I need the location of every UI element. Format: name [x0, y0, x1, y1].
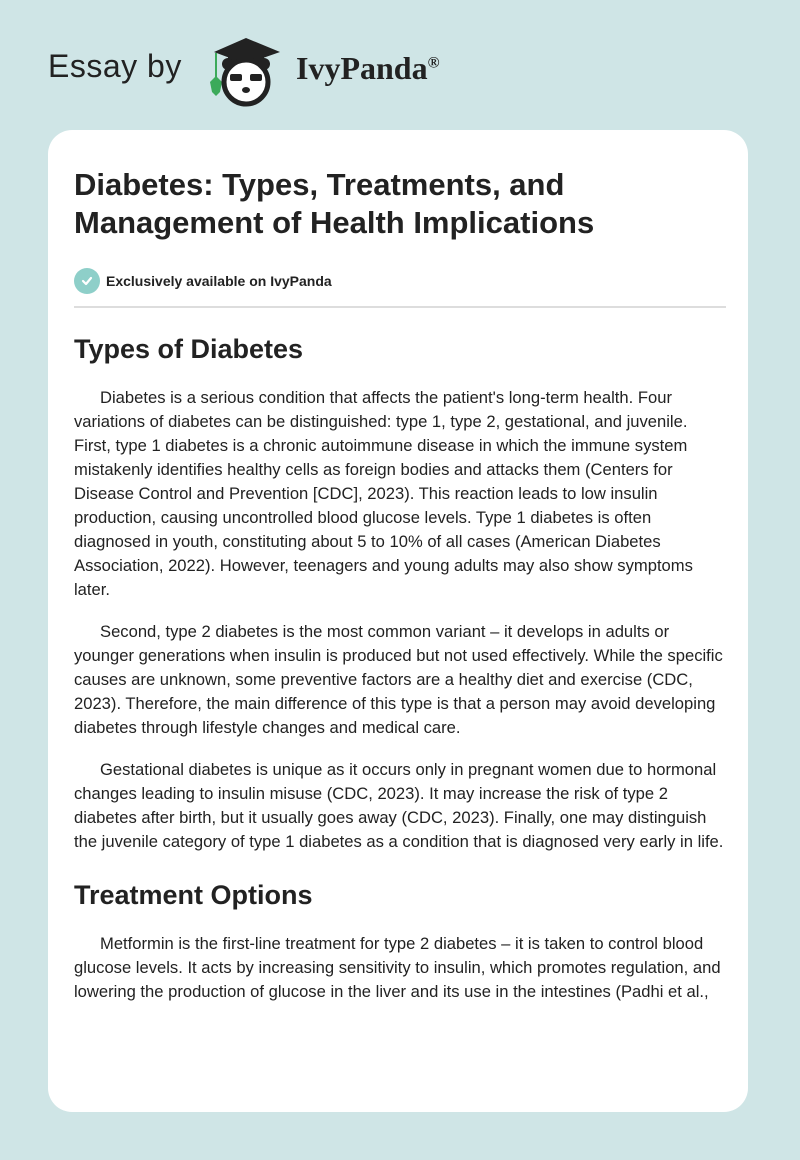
paragraph: Gestational diabetes is unique as it occurs only in pregnant women due to hormonal changes leading to insulin misuse (CDC, 2023). It may increase the risk of type 2 diabetes after birth, but it usually goes away (CDC, 2023). Finally, one may distinguish the juvenile category of type 1 diabetes as a condition that is diagnosed very early in life.	[74, 760, 724, 851]
essay-card	[48, 130, 748, 1112]
brand-name[interactable]	[296, 50, 440, 87]
exclusive-badge	[74, 268, 726, 294]
divider	[74, 306, 726, 308]
paragraph: Second, type 2 diabetes is the most common variant – it develops in adults or younger generations when insulin is produced but not used effectively. While the specific causes are unknown, some preventive factors are a healthy diet and exercise (CDC, 2023). Therefore, the main difference of this type is that a person may avoid developing diabetes through lifestyle changes and medical care.	[74, 622, 723, 737]
essay-by-label: Essay by	[48, 48, 182, 84]
registered-mark: ®	[427, 54, 440, 72]
section-heading: Types of Diabetes	[74, 334, 304, 364]
brand-text: IvyPanda	[296, 50, 428, 86]
paragraph: Diabetes is a serious condition that affects the patient's long-term health. Four variations of diabetes can be distinguished: type 1, type 2, gestational, and juvenile. First, type 1 diabetes is a chronic autoimmune disease in which the immune system mistakenly identifies healthy cells as foreign bodies and attacks them (Centers for Disease Control and Prevention [CDC], 2023). This reaction leads to low insulin production, causing uncontrolled blood glucose levels. Type 1 diabetes is often diagnosed in youth, constituting about 5 to 10% of all cases (American Diabetes Association, 2022). However, teenagers and young adults may also show symptoms later.	[74, 388, 693, 599]
ivypanda-logo-icon[interactable]	[202, 36, 288, 108]
site-header	[0, 28, 800, 100]
check-icon	[74, 268, 100, 294]
badge-text: Exclusively available on IvyPanda	[106, 273, 332, 289]
page-title: Diabetes: Types, Treatments, and Management of Health Implications	[74, 167, 595, 240]
paragraph: Metformin is the first-line treatment for type 2 diabetes – it is taken to control blood glucose levels. It acts by increasing sensitivity to insulin, which promotes regulation, and lowering the production of glucose in the liver and its use in the intestines (Padhi et al.,	[74, 934, 721, 1001]
section-heading: Treatment Options	[74, 880, 313, 910]
